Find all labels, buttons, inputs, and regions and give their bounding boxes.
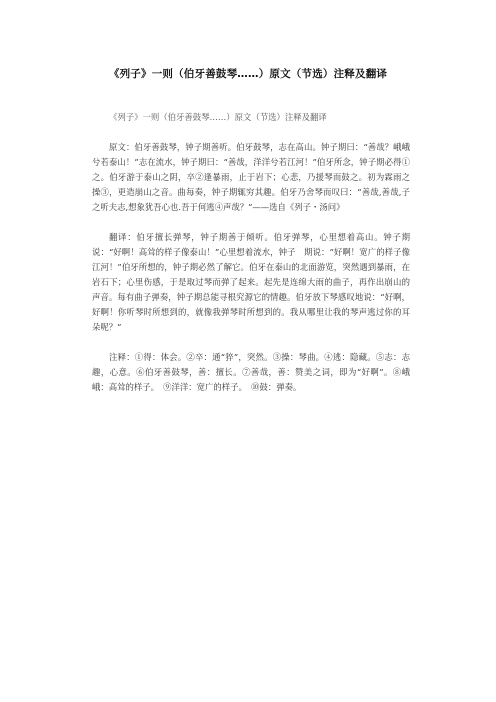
original-text-paragraph: 原文：伯牙善鼓琴，钟子期善听。伯牙鼓琴，志在高山。钟子期曰：“善哉？峨峨兮若泰山！”志在流水，钟子期曰：“善哉，洋洋兮若江河！”伯牙所念，钟子期必得①之。伯牙游于泰山之阴，卒②逢暴雨，止于岩下；心悲，乃援琴而鼓之。初为霖雨之操③，更造崩山之音。曲每奏，钟子期辄穷其趣。伯牙乃舍琴而叹曰：“善哉,善哉,子之听夫志,想象犹吾心也.吾于何逃④声哉？”——选自《列子・汤问》 xyxy=(92,142,410,212)
spacer xyxy=(92,215,410,230)
notes-paragraph: 注释：①得：体会。②卒：通“猝”，突然。③操：琴曲。④逃：隐藏。⑤志：志趣，心意。⑥伯牙善鼓琴，善：擅长。⑦善哉，善：赞美之词，即为“好啊”。⑧峨峨：高耸的样子。 ⑨洋洋：宽广的样子。 ⑩鼓：弹奏。 xyxy=(92,352,410,392)
document-body xyxy=(92,110,410,395)
document-subtitle: 《列子》一则（伯牙善鼓琴……）原文（节选）注释及翻译 xyxy=(109,112,327,122)
spacer xyxy=(92,125,410,140)
document-title: 《列子》一则（伯牙善鼓琴……）原文（节选）注释及翻译 xyxy=(108,68,388,80)
spacer xyxy=(92,335,410,350)
translation-paragraph: 翻译：伯牙擅长弹琴，钟子期善于倾听。伯牙弹琴，心里想着高山。钟子期说：“好啊！高耸的样子像泰山！”心里想着流水，钟子 期说：“好啊！宽广的样子像江河！”伯牙所想的，钟子期必然了解它。伯牙在泰山的北面游览，突然遇到暴雨，在岩石下；心里伤感，于是取过琴而弹了起来。起先是连绵大雨的曲子，再作出崩山的声音。每有曲子弹奏，钟子期总能寻根究源它的情趣。伯牙放下琴感叹地说：“好啊，好啊！你听琴时所想到的，就像我弹琴时所想到的。我从哪里让我的琴声逃过你的耳朵呢？” xyxy=(92,232,410,332)
